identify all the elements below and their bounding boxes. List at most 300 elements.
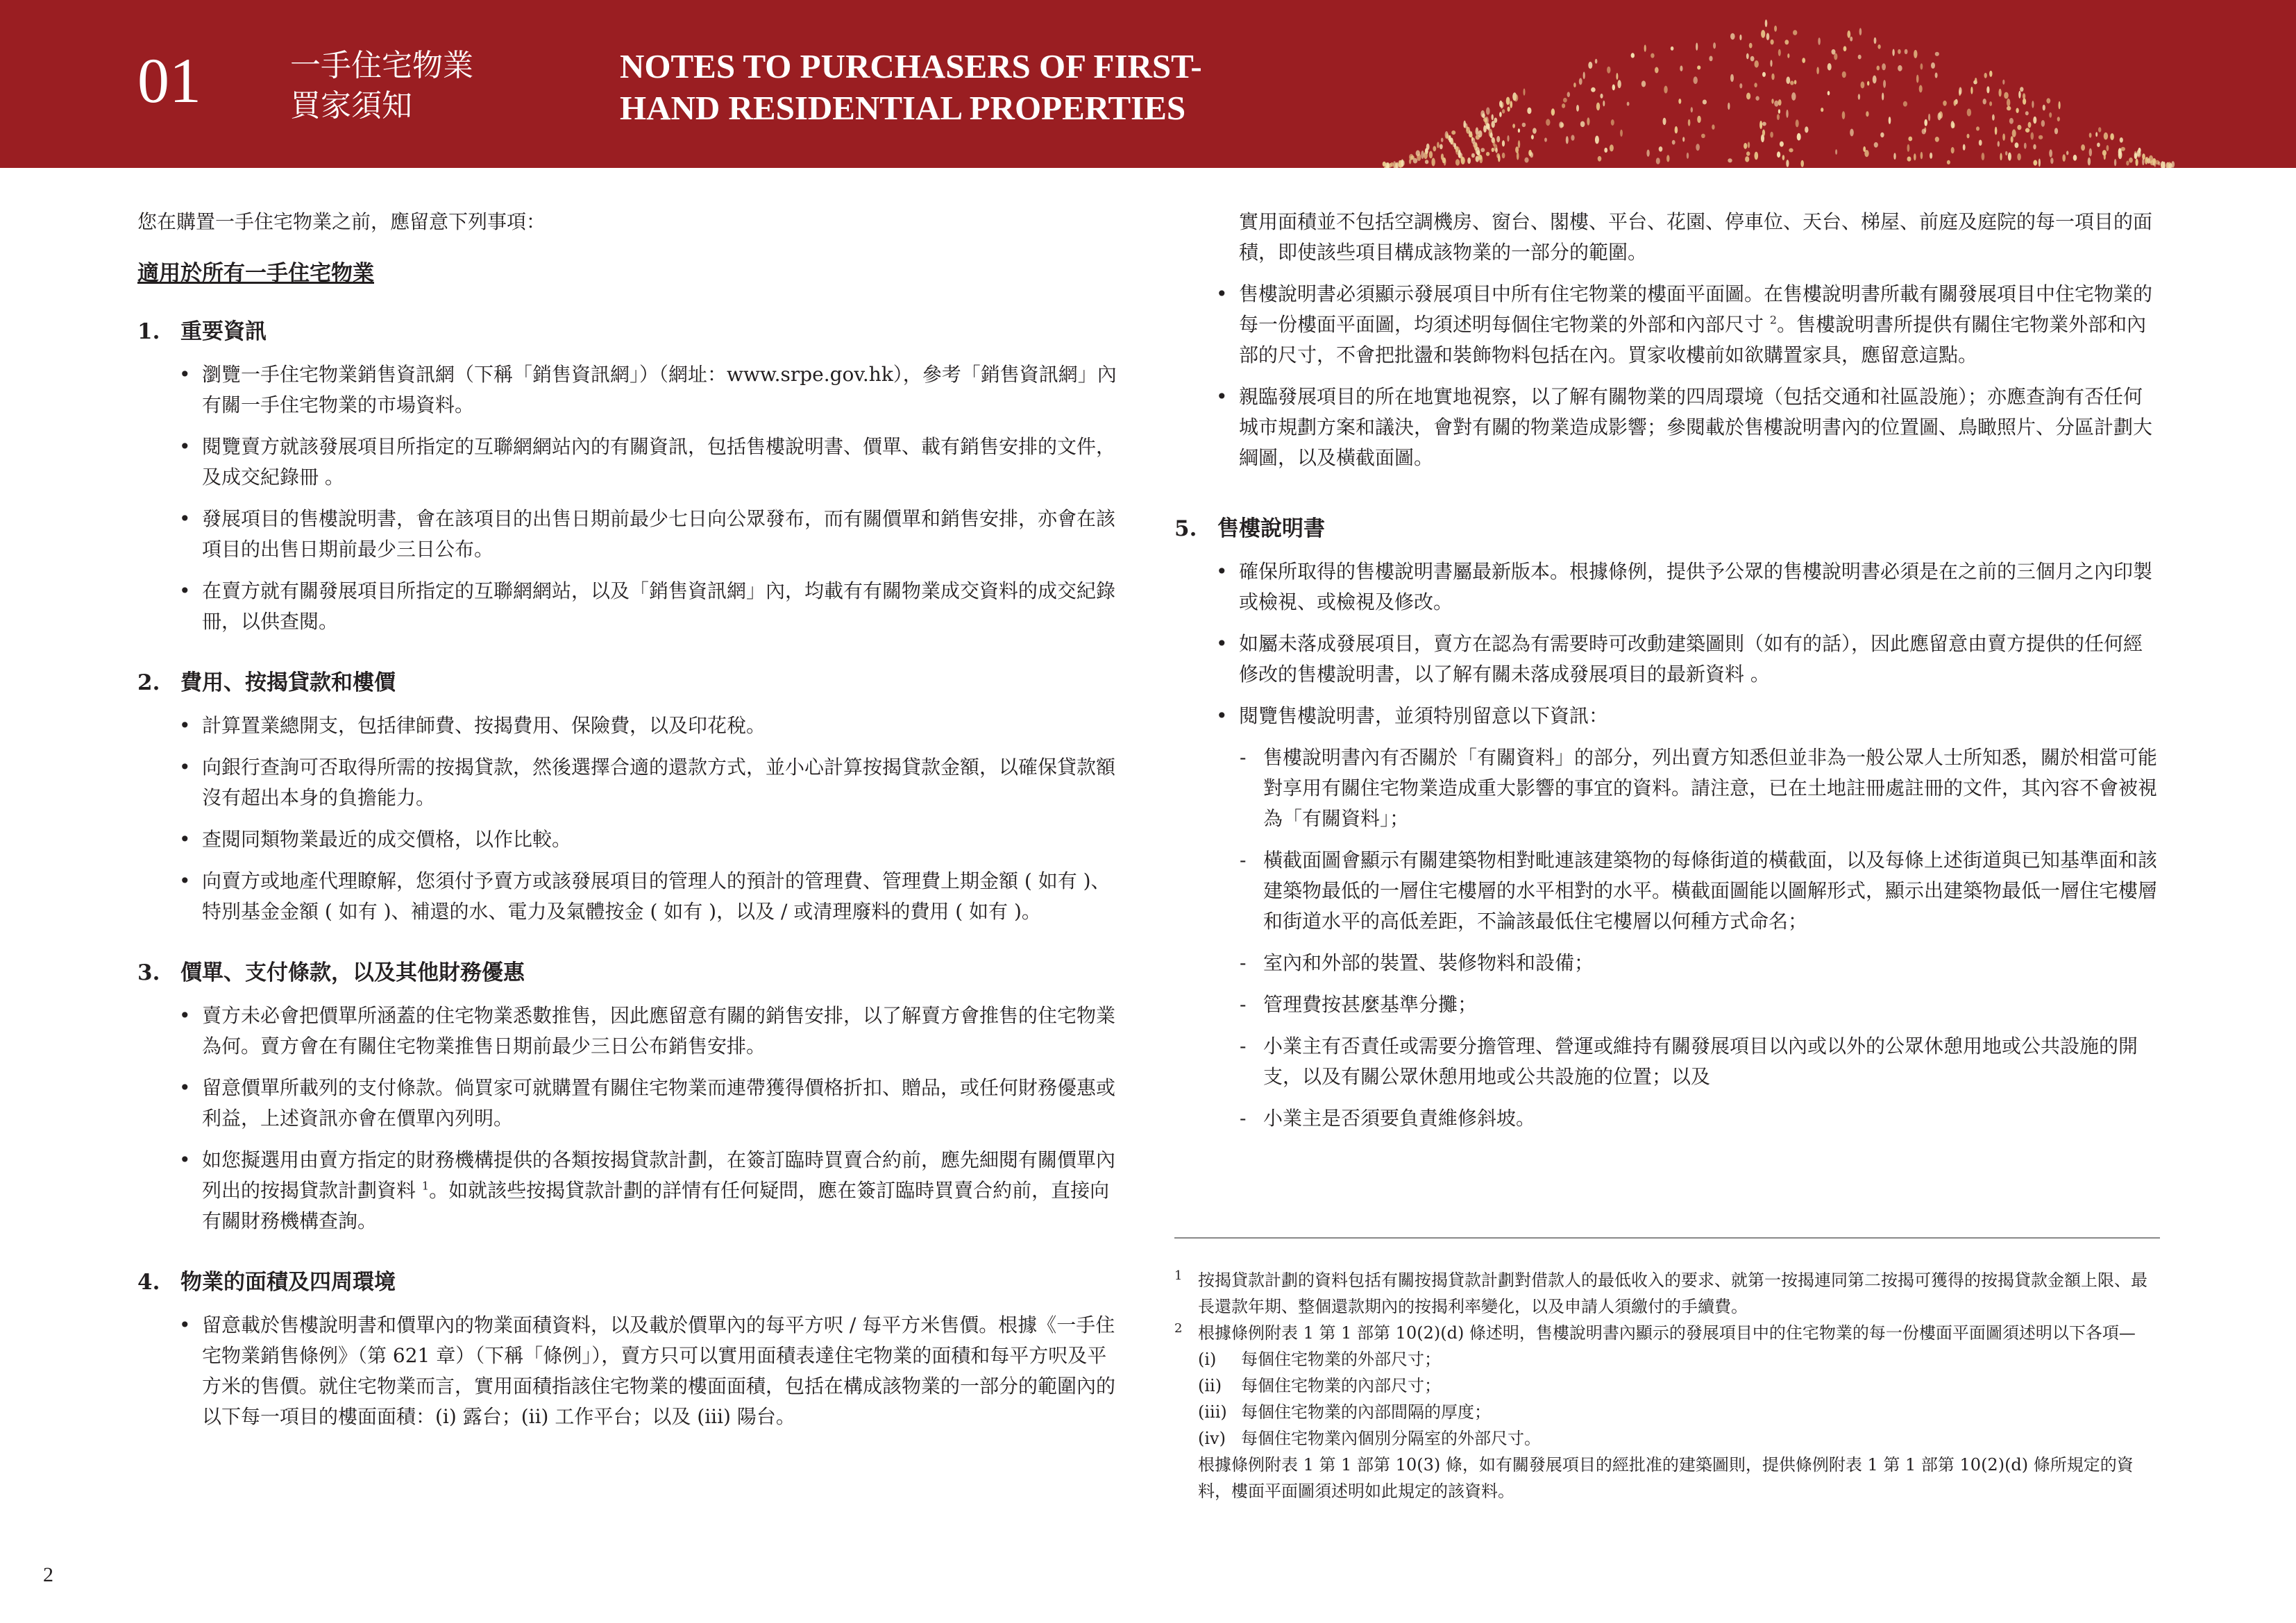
lantern-dot <box>1631 53 1635 58</box>
lantern-dot <box>1746 93 1750 100</box>
lantern-dot <box>1563 98 1567 103</box>
lantern-dot <box>1646 150 1649 157</box>
lantern-dot <box>2000 153 2002 160</box>
sub-list-item: - 小業主是否須要負責維修斜坡。 <box>1240 1107 1536 1130</box>
lantern-dot <box>1921 63 1923 69</box>
lantern-dot <box>1517 152 1519 160</box>
lantern-dot <box>1498 155 1501 162</box>
lantern-dot <box>1746 53 1749 60</box>
lantern-dot <box>1919 85 1923 93</box>
lantern-dot <box>1889 117 1891 124</box>
lantern-dot <box>1417 153 1421 161</box>
lantern-dot <box>1451 130 1455 135</box>
lantern-dot <box>1476 127 1479 135</box>
lantern-dot <box>1499 112 1502 117</box>
lantern-dot <box>1970 87 1973 94</box>
lantern-dot <box>1938 112 1941 120</box>
list-item: • 親臨發展項目的所在地實地視察，以了解有關物業的四周環境（包括交通和社區設施）；亦應查詢有否任何城市規劃方案和議決，會對有關的物業造成影響；參閱載於售樓說明書內的位置圖、鳥瞰照片、分區計劃大綱圖，以及橫截面圖。 <box>1216 385 2153 469</box>
lantern-dot <box>2033 117 2036 124</box>
lantern-dot <box>1992 114 1995 121</box>
lantern-dot <box>2023 99 2026 105</box>
lantern-dot <box>1998 141 2000 146</box>
lantern-dot <box>1750 56 1755 62</box>
lantern-dot <box>1467 158 1471 164</box>
lantern-dot <box>2136 159 2138 167</box>
lantern-dot <box>1687 153 1689 159</box>
lantern-dot <box>1426 144 1430 150</box>
lantern-dot <box>1883 80 1886 88</box>
lantern-dot <box>1433 146 1436 151</box>
lantern-dot <box>1762 72 1766 77</box>
lantern-dot <box>1701 134 1705 138</box>
list-item: • 如屬未落成發展項目，賣方在認為有需要時可改動建築圖則（如有的話），因此應留意由賣方提供的任何經修改的售樓說明書，以了解有關未落成發展項目的最新資料 。 <box>1216 632 2143 686</box>
lantern-dot <box>1905 49 1908 54</box>
lantern-dot <box>1739 35 1741 40</box>
lantern-dot <box>2089 148 2092 157</box>
footnote-ref-2: 2 <box>1769 313 1778 327</box>
lantern-dot <box>1610 144 1614 151</box>
right-column <box>1174 207 2160 1145</box>
chapter-number: 01 <box>137 45 201 116</box>
lantern-dot <box>2024 143 2027 149</box>
lantern-dot <box>1627 102 1630 106</box>
lantern-dot <box>1587 117 1589 125</box>
lantern-dot <box>1935 137 1939 142</box>
lantern-dot <box>1818 37 1821 45</box>
lantern-dot <box>1425 160 1428 164</box>
lantern-dot <box>1612 85 1615 91</box>
lantern-dot <box>1571 135 1574 140</box>
lantern-dot <box>1455 159 1460 165</box>
lantern-dot <box>1780 142 1784 147</box>
lantern-dot <box>1771 99 1773 103</box>
lantern-dot <box>2107 145 2109 151</box>
lantern-dot <box>1441 138 1444 142</box>
list-item: • 向賣方或地產代理瞭解，您須付予賣方或該發展項目的管理人的預計的管理費、管理費上期金額 ( 如有 )、特別基金金額 ( 如有 )、補還的水、電力及氣體按金 ( 如有 )，以及 / 或清理廢料的費用 ( 如有 )。 <box>179 869 1111 923</box>
lantern-dot <box>1916 75 1919 83</box>
lantern-dot <box>1843 46 1847 51</box>
lantern-dot <box>1873 76 1877 84</box>
lantern-dot <box>2097 143 2100 147</box>
lantern-dot <box>1796 119 1799 127</box>
list-item: • 閱覽賣方就該發展項目所指定的互聯網網站內的有關資訊，包括售樓說明書、價單、載有銷售安排的文件，及成交紀錄冊 。 <box>179 435 1116 488</box>
lantern-dot <box>2129 158 2133 163</box>
footnote-2-item: (iii) 每個住宅物業的內部間隔的厚度； <box>1198 1402 1491 1422</box>
lantern-dot <box>1495 148 1498 153</box>
lantern-dot <box>1659 146 1663 152</box>
lantern-dot <box>1983 99 1986 104</box>
lantern-dot <box>2033 160 2037 166</box>
lantern-dot <box>1959 87 1961 95</box>
lantern-dot <box>2142 158 2144 165</box>
lantern-dot <box>1413 158 1418 164</box>
list-item: • 閱覽售樓說明書，並須特別留意以下資訊： <box>1216 704 1609 727</box>
lantern-dot <box>1755 96 1759 101</box>
list-item: • 售樓說明書必須顯示發展項目中所有住宅物業的樓面平面圖。在售樓說明書所載有關發展項目中住宅物業的每一份樓面平面圖，均須述明每個住宅物業的外部和內部尺寸 $^2$。售樓說明書所提供有關住宅物業外部和內部的尺寸，不會把批盪和裝飾物料包括在內。買家收樓前如欲購置家具，應留意這點。 <box>1216 282 2153 366</box>
lantern-dot <box>1827 91 1830 95</box>
lantern-dot <box>1678 99 1681 104</box>
lantern-dot <box>1748 142 1750 148</box>
lantern-dot <box>1522 123 1526 127</box>
lantern-dot <box>2038 159 2041 167</box>
lantern-dot <box>1755 152 1759 160</box>
list-item: • 賣方未必會把價單所涵蓋的住宅物業悉數推售，因此應留意有關的銷售安排，以了解賣方會推售的住宅物業為何。賣方會在有關住宅物業推售日期前最少三日公布銷售安排。 <box>179 1004 1116 1057</box>
lantern-dot <box>1523 88 1526 95</box>
lantern-dot <box>2028 122 2032 128</box>
lantern-dot <box>1882 93 1884 101</box>
lantern-dot <box>1859 28 1862 35</box>
lantern-dot <box>1502 109 1505 113</box>
lantern-dot <box>1762 130 1765 137</box>
lantern-dot <box>2152 158 2155 162</box>
list-item: • 確保所取得的售樓說明書屬最新版本。根據條例，提供予公眾的售樓說明書必須是在之前的三個月之內印製或檢視、或檢視及修改。 <box>1216 560 2153 613</box>
footnote-1: 1 按揭貸款計劃的資料包括有關按揭貸款計劃對借款人的最低收入的要求、就第一按揭連同第二按揭可獲得的按揭貸款金額上限、最長還款年期、整個還款期內的按揭利率變化，以及申請人須繳付的手續費。 <box>1174 1268 2147 1316</box>
lantern-dot <box>1770 60 1772 67</box>
lantern-dot <box>1951 121 1955 128</box>
lantern-dot <box>2088 158 2091 166</box>
lantern-dot <box>1842 71 1846 78</box>
lantern-dot <box>1437 142 1440 148</box>
lantern-dot <box>1995 127 1998 135</box>
lantern-dot <box>2016 108 2018 113</box>
sub-list-item: - 橫截面圖會顯示有關建築物相對毗連該建築物的每條街道的橫截面，以及每條上述街道與已知基準面和該建築物最低的一層住宅樓層的水平相對的水平。橫截面圖能以圖解形式，顯示出建築物最低一層住宅樓層和街道水平的高低差距，不論該最低住宅樓層以何種方式命名； <box>1240 849 2158 933</box>
lantern-dot <box>1827 63 1832 71</box>
lantern-dot <box>1688 119 1691 126</box>
lantern-dot <box>2049 112 2052 118</box>
lantern-dot <box>1664 86 1667 94</box>
lantern-dot <box>1797 133 1801 141</box>
lantern-dot <box>1682 137 1685 142</box>
lantern-dot <box>1745 156 1749 162</box>
lantern-dot <box>1496 136 1500 142</box>
lantern-dot <box>1429 151 1433 159</box>
lantern-dot <box>1791 92 1796 101</box>
lantern-dot <box>2098 127 2101 132</box>
lantern-dot <box>1655 67 1659 74</box>
lantern-dot <box>1794 80 1797 84</box>
lantern-dot <box>1782 155 1785 160</box>
lantern-dot <box>1479 156 1483 164</box>
lantern-dot <box>2012 129 2016 137</box>
lantern-dot <box>1530 152 1533 158</box>
lantern-dot <box>2008 153 2011 161</box>
chapter-title-zh: 一手住宅物業 買家須知 <box>290 48 473 124</box>
left-column <box>137 207 1123 1443</box>
lantern-dot <box>1573 83 1576 87</box>
lantern-dot <box>1583 71 1585 79</box>
lantern-dot <box>1546 119 1550 126</box>
lantern-dot <box>1730 74 1734 82</box>
lantern-dot <box>1579 78 1582 85</box>
list-item: • 發展項目的售樓說明書，會在該項目的出售日期前最少七日向公眾發布，而有關價單和銷售安排，亦會在該項目的出售日期前最少三日公布。 <box>179 507 1116 561</box>
lantern-dot <box>1697 116 1701 123</box>
lantern-dot <box>2095 132 2097 137</box>
lantern-dot <box>1390 162 1394 167</box>
header-band <box>0 0 2296 168</box>
lantern-dot <box>2110 133 2114 140</box>
lantern-dot <box>1562 103 1565 108</box>
lantern-dot <box>1777 114 1780 120</box>
lantern-dot <box>1784 40 1789 44</box>
lantern-dot <box>1847 31 1850 38</box>
lantern-dot <box>1663 118 1666 126</box>
lantern-dot <box>2118 151 2122 159</box>
lantern-dot <box>1518 128 1520 133</box>
lantern-dot <box>1954 100 1957 105</box>
lantern-dot <box>1989 101 1992 106</box>
lantern-dot <box>1967 134 1970 139</box>
lantern-dot <box>1967 109 1971 117</box>
list-item: • 計算置業總開支，包括律師費、按揭費用、保險費，以及印花稅。 <box>179 714 766 737</box>
lantern-dot <box>1749 43 1753 49</box>
lantern-dot <box>2018 91 2020 99</box>
page-number: 2 <box>43 1563 53 1586</box>
section-1-heading: 1. 重要資訊 <box>137 319 267 344</box>
lantern-dot <box>1595 136 1599 144</box>
footnote-2: 2 根據條例附表 1 第 1 部第 10(2)(d) 條述明，售樓說明書內顯示的發展項目中的住宅物業的每一份樓面平面圖須述明以下各項— <box>1174 1321 2136 1343</box>
lantern-dot <box>2126 161 2129 166</box>
lantern-dot <box>1765 19 1768 27</box>
section-2-heading: 2. 費用、按揭貸款和樓價 <box>137 670 396 695</box>
lantern-dot <box>1975 78 1977 83</box>
lantern-dot <box>2017 125 2021 130</box>
lantern-dot <box>1762 122 1766 126</box>
lantern-dot <box>1943 101 1947 106</box>
lantern-dot <box>1746 151 1750 155</box>
lantern-dot <box>1675 126 1678 134</box>
lantern-dot <box>1898 49 1901 54</box>
lantern-dot <box>1882 63 1886 70</box>
footnote-ref-1: 1 <box>421 1179 430 1193</box>
lantern-dot <box>2043 105 2045 111</box>
lantern-dot <box>1551 108 1555 115</box>
lantern-dot <box>1471 153 1475 158</box>
lantern-dot <box>1976 126 1980 130</box>
lantern-dot <box>1697 65 1700 69</box>
lantern-dot <box>1512 124 1515 128</box>
lantern-dot <box>1877 66 1880 71</box>
lantern-dot <box>1524 158 1528 163</box>
lantern-dot <box>1492 114 1494 121</box>
lantern-dot <box>2025 128 2029 133</box>
lantern-dot <box>2031 133 2034 140</box>
lantern-dot <box>1651 53 1654 58</box>
lantern-dot <box>1778 99 1782 105</box>
lantern-dot <box>1728 158 1732 162</box>
lantern-dot <box>1533 128 1537 134</box>
lantern-dot <box>1999 89 2002 97</box>
lantern-dot <box>1771 40 1774 45</box>
lantern-dot <box>1421 151 1424 159</box>
list-item: • 在賣方就有關發展項目所指定的互聯網網站，以及「銷售資訊網」內，均載有有關物業成交資料的成交紀錄冊，以供查閱。 <box>179 579 1116 633</box>
lantern-dot <box>1866 111 1868 117</box>
lantern-dot <box>2149 155 2153 164</box>
lantern-dot <box>1979 139 1982 146</box>
lantern-dot <box>1786 110 1788 118</box>
lantern-dot <box>1712 124 1714 129</box>
lantern-dot <box>1617 80 1621 88</box>
lantern-dot <box>1518 140 1520 148</box>
lantern-dot <box>1802 58 1805 63</box>
lantern-dot <box>1914 153 1916 160</box>
section-5-heading: 5. 售樓說明書 <box>1174 516 1325 541</box>
lantern-dot <box>1778 49 1781 56</box>
lantern-dot <box>2038 135 2043 139</box>
lantern-dot <box>2002 133 2005 140</box>
lantern-dot <box>2009 118 2014 124</box>
lantern-dot <box>1671 46 1674 51</box>
lantern-dot <box>1510 101 1512 108</box>
lantern-dot <box>2032 101 2034 108</box>
lantern-dot <box>1580 121 1585 128</box>
lantern-dot <box>1616 73 1618 80</box>
lantern-dot <box>1478 130 1483 137</box>
list-item: • 如您擬選用由賣方指定的財務機構提供的各類按揭貸款計劃，在簽訂臨時買賣合約前，應先細閱有關價單內列出的按揭貸款計劃資料 $^1$。如就該些按揭貸款計劃的詳情有任何疑問，應在簽訂臨時買賣合約前，直接向有關財務機構查詢。 <box>179 1148 1116 1232</box>
lantern-dot <box>1770 132 1773 138</box>
lantern-dot <box>1424 152 1428 159</box>
lantern-dot <box>2134 153 2138 159</box>
lantern-dot <box>1501 104 1503 109</box>
lantern-dot <box>1914 50 1917 58</box>
lantern-dot <box>1680 66 1682 71</box>
lantern-dot <box>1928 114 1930 121</box>
lantern-dot <box>1604 148 1607 153</box>
lantern-dot <box>1694 76 1698 84</box>
lantern-dot <box>2114 159 2116 166</box>
lantern-dot <box>1850 129 1854 137</box>
footnote-divider <box>1174 1237 2160 1239</box>
lantern-dot <box>1728 103 1730 110</box>
lantern-dot <box>2041 120 2045 127</box>
lantern-dot <box>2104 154 2106 160</box>
lantern-dot <box>2066 151 2068 155</box>
lantern-dot <box>1786 76 1790 84</box>
lantern-dot <box>1482 113 1485 118</box>
sub-list-item: - 售樓說明書內有否關於「有關資料」的部分，列出賣方知悉但並非為一般公眾人士所知悉，關於相當可能對享用有關住宅物業造成重大影響的事宜的資料。請注意，已在土地註冊處註冊的文件，其內容不會被視為「有關資料」； <box>1240 746 2158 830</box>
lantern-dot <box>1787 53 1789 58</box>
lantern-dot <box>1744 143 1747 149</box>
lantern-dot <box>1786 160 1789 167</box>
list-item: • 留意載於售樓說明書和價單內的物業面積資料，以及載於價單內的每平方呎 / 每平方米售價。根據《一手住宅物業銷售條例》（第 621 章）（下稱「條例」），賣方只可以實用面積表達住宅物業的面積和每平方呎及平方米的售價。就住宅物業而言，實用面積指該住宅物業的樓面面積，包括在構成該物業的一部分的範圍內的以下每一項目的樓面面積：(i) 露台；(ii) 工作平台；以及 (iii) 陽台。 <box>179 1314 1116 1428</box>
lantern-dot <box>1494 118 1497 124</box>
sub-list-item: - 小業主有否責任或需要分擔管理、營運或維持有關發展項目以內或以外的公眾休憩用地或公共設施的開支，以及有關公眾休憩用地或公共設施的位置；以及 <box>1240 1035 2138 1088</box>
lantern-dot <box>1656 158 1660 164</box>
lantern-dot <box>1502 153 1505 158</box>
lantern-dot <box>2015 142 2019 148</box>
lantern-dot <box>1461 157 1465 164</box>
lantern-dot <box>1805 126 1808 133</box>
lantern-dot <box>1444 158 1446 165</box>
lantern-dot <box>1880 133 1884 137</box>
lantern-dot <box>1713 42 1716 49</box>
lantern-dot <box>1793 30 1797 35</box>
lantern-dot <box>1867 81 1869 86</box>
lantern-dot <box>1730 33 1735 40</box>
lantern-dot <box>2020 87 2023 92</box>
list-item: • 留意價單所載列的支付條款。倘買家可就購置有關住宅物業而連帶獲得價格折扣、贈品，或任何財務優惠或利益，上述資訊亦會在價單內列明。 <box>179 1076 1116 1130</box>
lantern-dot <box>1821 108 1823 112</box>
lantern-dot <box>1576 105 1579 112</box>
lantern-dot <box>1508 107 1510 112</box>
list-item: • 瀏覽一手住宅物業銷售資訊網（下稱「銷售資訊網」）（網址：www.srpe.gov.hk），參考「銷售資訊網」內有關一手住宅物業的市場資料。 <box>179 363 1117 416</box>
main-heading: 適用於所有一手住宅物業 <box>137 261 374 286</box>
sub-list-item: - 管理費按甚麼基準分攤； <box>1240 993 1478 1016</box>
lantern-dot <box>1861 81 1865 88</box>
footnotes <box>1174 1267 2160 1504</box>
lantern-dot <box>1566 136 1569 144</box>
lantern-dot <box>1620 130 1623 137</box>
lantern-dot <box>1600 94 1603 99</box>
lantern-dot <box>1930 153 1932 159</box>
lantern-dot <box>2137 150 2141 156</box>
list-item: • 向銀行查詢可否取得所需的按揭貸款，然後選擇合適的還款方式，並小心計算按揭貸款金額，以確保貸款額沒有超出本身的負擔能力。 <box>179 756 1116 809</box>
lantern-dot <box>1789 148 1793 153</box>
lantern-dot <box>1696 42 1698 50</box>
lantern-dot <box>1907 157 1911 162</box>
lantern-dot <box>1754 83 1757 87</box>
lantern-dot <box>2062 154 2066 162</box>
lantern-dot <box>1778 109 1780 114</box>
lantern-dot <box>2005 151 2007 155</box>
footnote-2-item: (i) 每個住宅物業的外部尺寸； <box>1198 1350 1441 1369</box>
lantern-dot <box>1514 94 1518 102</box>
lantern-dot <box>1486 152 1489 156</box>
intro-text: 您在購置一手住宅物業之前，應留意下列事項： <box>137 210 546 233</box>
lantern-dot <box>1842 111 1846 119</box>
lantern-dot <box>1903 101 1907 107</box>
lantern-dot <box>1595 59 1598 64</box>
lantern-dot <box>1544 137 1547 142</box>
lantern-dot <box>2054 128 2058 134</box>
lantern-dot <box>1502 140 1505 146</box>
lantern-dot <box>1982 153 1985 160</box>
lantern-dot <box>1431 158 1435 167</box>
lantern-dot <box>1907 144 1910 152</box>
section-3-heading: 3. 價單、支付條款，以及其他財務優惠 <box>137 960 525 985</box>
lantern-dot <box>1850 37 1852 42</box>
lantern-dot <box>1877 44 1880 49</box>
lantern-dot <box>1774 26 1777 32</box>
lantern-dot <box>1709 56 1712 62</box>
lantern-dot <box>1989 71 1992 77</box>
lantern-dot <box>1790 80 1793 85</box>
lantern-dot <box>1691 107 1693 112</box>
lantern-dot <box>2017 153 2021 160</box>
lantern-dot <box>1672 140 1675 145</box>
lantern-dot <box>1596 103 1600 111</box>
lantern-dot <box>1984 73 1987 78</box>
lantern-dot <box>1527 108 1531 114</box>
lantern-dot <box>2073 155 2077 161</box>
lantern-dot <box>1603 101 1605 107</box>
lantern-dot <box>1892 49 1894 56</box>
lantern-dot <box>1440 144 1443 150</box>
lantern-dot <box>1835 149 1837 155</box>
lantern-dot <box>1591 87 1596 92</box>
lantern-dot <box>1986 86 1989 93</box>
footnote-2-item: (ii) 每個住宅物業的內部尺寸； <box>1198 1376 1441 1395</box>
lantern-dot <box>2007 106 2011 110</box>
lantern-dot <box>1874 37 1877 44</box>
lantern-dot <box>1858 94 1860 100</box>
lantern-dot <box>2057 117 2060 121</box>
lantern-dot <box>1922 129 1926 135</box>
lantern-dot <box>1963 144 1966 151</box>
lantern-dot <box>1898 65 1902 71</box>
lantern-dot <box>2121 147 2125 151</box>
lantern-dot <box>1696 144 1700 151</box>
lantern-dot <box>1951 147 1955 153</box>
